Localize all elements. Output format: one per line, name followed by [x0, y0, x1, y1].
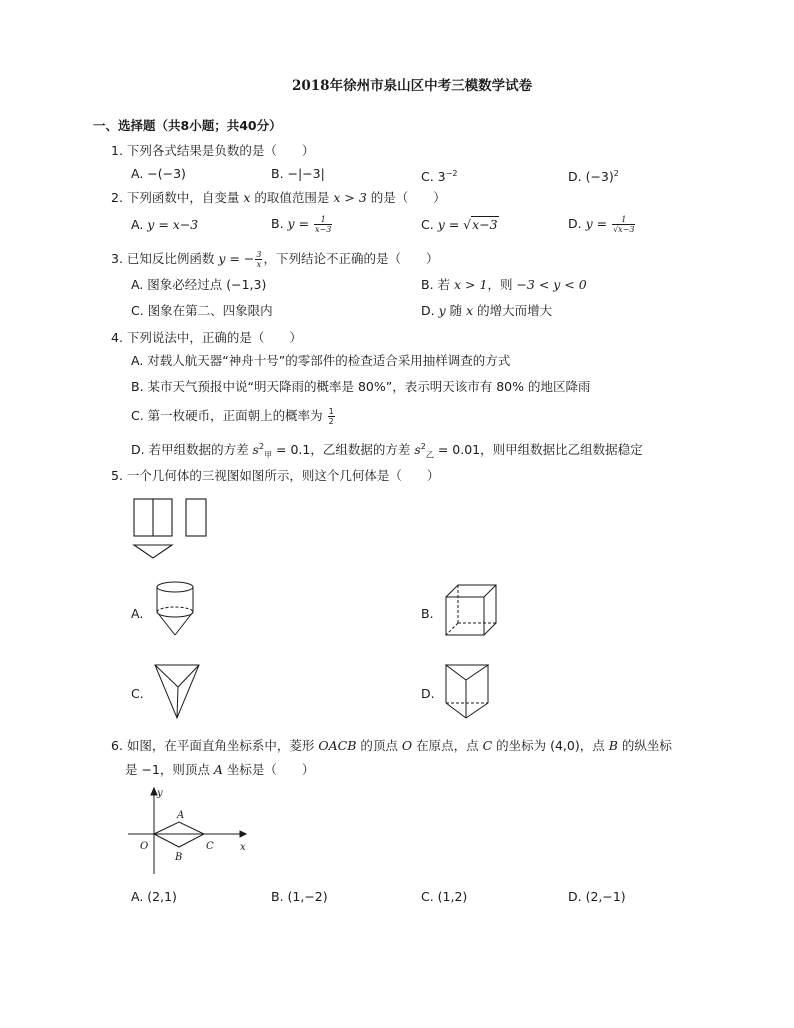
q5-label-b: B.	[421, 606, 434, 621]
q4-option-b: B. 某市天气预报中说“明天降雨的概率是 80%”，表示明天该市有 80% 的地区降雨	[131, 379, 591, 394]
q6-option-b: B. (1,−2)	[271, 889, 328, 904]
fig-y-label: y	[157, 788, 163, 799]
q3-option-d: D. y 随 x 的增大而增大	[421, 303, 553, 318]
q4-stem: 4. 下列说法中，正确的是（ ）	[111, 330, 302, 345]
q1-option-a: A. −(−3)	[131, 166, 186, 181]
q3-option-c: C. 图象在第二、四象限内	[131, 303, 273, 318]
q4-option-a: A. 对载人航天器“神舟十号”的零部件的检查适合采用抽样调查的方式	[131, 353, 511, 368]
q6-option-d: D. (2,−1)	[568, 889, 626, 904]
fig-o-label: O	[140, 841, 149, 852]
q6-stem-line2: 是 −1，则顶点 A 坐标是（ ）	[125, 762, 315, 777]
q5-stem: 5. 一个几何体的三视图如图所示，则这个几何体是（ ）	[111, 468, 440, 483]
q4-option-d: D. 若甲组数据的方差 $s^2_甲 = 0.1$，乙组数据的方差 $s^2_乙 = 0.01$，则甲组数据比乙组数据稳定	[131, 442, 643, 460]
fig-x-label: x	[240, 842, 246, 853]
q1-option-c: C. $3^{-2}$	[421, 169, 458, 185]
page-title: 2018年徐州市泉山区中考三模数学试卷	[292, 78, 533, 94]
q1-option-d: D. $(-3)^2$	[568, 169, 619, 185]
q3-stem: 3. 已知反比例函数 y = − $\frac{3}{x}$ ，下列结论不正确的是（ ）	[111, 250, 439, 269]
q1-stem: 1. 下列各式结果是负数的是（ ）	[111, 143, 315, 158]
q6-option-a: A. (2,1)	[131, 889, 177, 904]
section-heading: 一、选择题（共8小题；共40分）	[93, 118, 282, 133]
q3-option-a: A. 图象必经过点 (−1,3)	[131, 277, 267, 292]
q6-option-c: C. (1,2)	[421, 889, 468, 904]
q4-option-c: C. 第一枚硬币，正面朝上的概率为 $\frac{1}{2}$	[131, 407, 334, 426]
q2-option-a: A. y = x−3	[131, 217, 199, 232]
q5-label-a: A.	[131, 606, 144, 621]
q2-stem: 2. 下列函数中，自变量 x 的取值范围是 x > 3 的是（ ）	[111, 190, 446, 205]
fig-b-label: B	[175, 852, 183, 863]
q6-stem-line1: 6. 如图，在平面直角坐标系中，菱形 OACB 的顶点 O 在原点，点 C 的坐标为 (4,0)，点 B 的纵坐标	[111, 738, 672, 753]
q2-option-b: B. y = $\frac{1}{x-3}$	[271, 215, 332, 234]
q5-label-c: C.	[131, 686, 144, 701]
q3-option-b: B. 若 x > 1，则 −3 < y < 0	[421, 277, 587, 292]
q2-option-d: D. y = $\frac{1}{√x-3}$	[568, 215, 635, 234]
q1-option-b: B. −|−3|	[271, 166, 325, 181]
q5-label-d: D.	[421, 686, 435, 701]
fig-a-label: A	[177, 810, 185, 821]
fig-c-label: C	[206, 841, 214, 852]
q2-option-c: C. y = √x−3	[421, 217, 498, 232]
